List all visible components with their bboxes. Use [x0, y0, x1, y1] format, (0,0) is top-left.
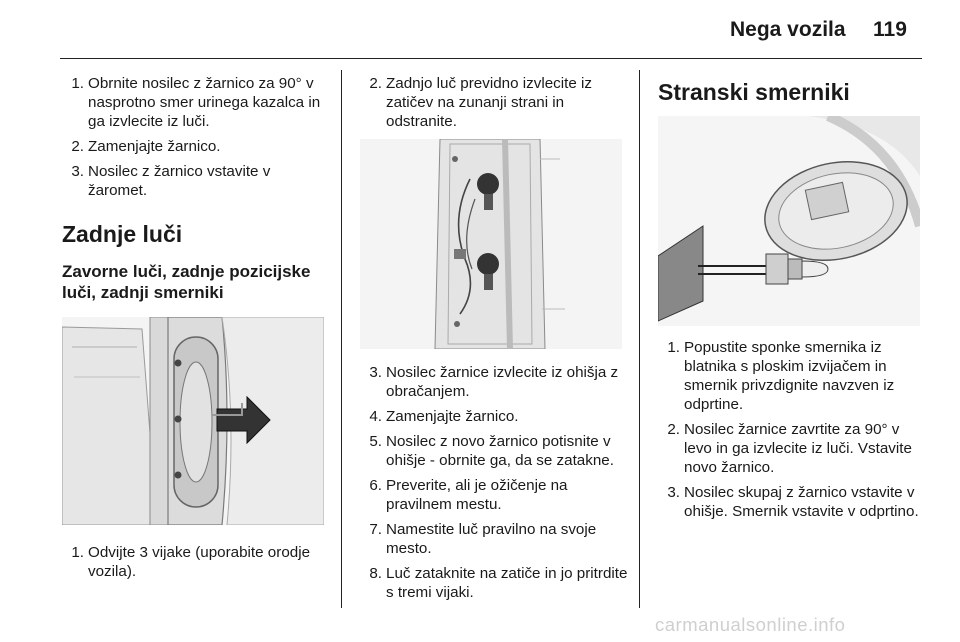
list-item: 2. Zadnjo luč previdno izvlecite iz zatičev na zunanji strani in odstranite.: [369, 75, 592, 130]
step-list-col3: [658, 338, 923, 521]
column-1: [62, 74, 330, 587]
watermark: carmanualsonline.info: [655, 614, 846, 635]
step-list-col2-top: [360, 74, 628, 131]
column-2: [360, 74, 628, 608]
list-item: 3. Nosilec skupaj z žarnico vstavite v ohišje. Smernik vstavite v odprtino.: [667, 484, 919, 520]
step-list-col1-top: [62, 74, 330, 200]
page-header-title: Nega vozila: [730, 18, 846, 41]
side-indicator-illustration: [658, 116, 920, 326]
column-divider-1: [341, 70, 342, 608]
list-item: 6. Preverite, ali je ožičenje na pravilnem mestu.: [369, 477, 568, 513]
subsection-heading-brake-lights: Zavorne luči, zadnje pozicijske luči, zadnji smerniki: [62, 262, 311, 302]
list-item: 1. Popustite sponke smernika iz blatnika s ploskim izvijačem in smernik privzdignite navzven iz odprtine.: [667, 339, 895, 413]
list-item: 8. Luč zataknite na zatiče in jo pritrdite s tremi vijaki.: [369, 565, 628, 601]
list-item: 5. Nosilec z novo žarnico potisnite v ohišje - obrnite ga, da se zatakne.: [369, 433, 614, 469]
list-item: 7. Namestite luč pravilno na svoje mesto.: [369, 521, 597, 557]
list-item: 3. Nosilec žarnice izvlecite iz ohišja z obračanjem.: [369, 364, 619, 400]
column-3: [658, 74, 923, 527]
section-heading-side-indicators: Stranski smerniki: [658, 79, 850, 105]
column-divider-2: [639, 70, 640, 608]
step-list-col2-bottom: [360, 363, 628, 602]
list-item: 4. Zamenjajte žarnico.: [369, 408, 519, 425]
list-item: 2. Nosilec žarnice zavrtite za 90° v levo in ga izvlecite iz luči. Vstavite novo žarnico.: [667, 421, 912, 476]
list-item: 2. Zamenjajte žarnico.: [71, 138, 221, 155]
rear-light-illustration: [62, 317, 324, 525]
section-heading-rear-lights: Zadnje luči: [62, 221, 183, 247]
step-list-col1-bottom: [62, 543, 330, 581]
page-number: 119: [873, 18, 907, 41]
list-item: 3. Nosilec z žarnico vstavite v žaromet.: [71, 163, 271, 199]
header-divider: [60, 58, 922, 59]
rear-light-bulb-holder-illustration: [360, 139, 622, 349]
list-item: 1. Odvijte 3 vijake (uporabite orodje vozila).: [71, 544, 311, 580]
list-item: 1. Obrnite nosilec z žarnico za 90° v nasprotno smer urinega kazalca in ga izvlecite iz luči.: [71, 75, 321, 130]
